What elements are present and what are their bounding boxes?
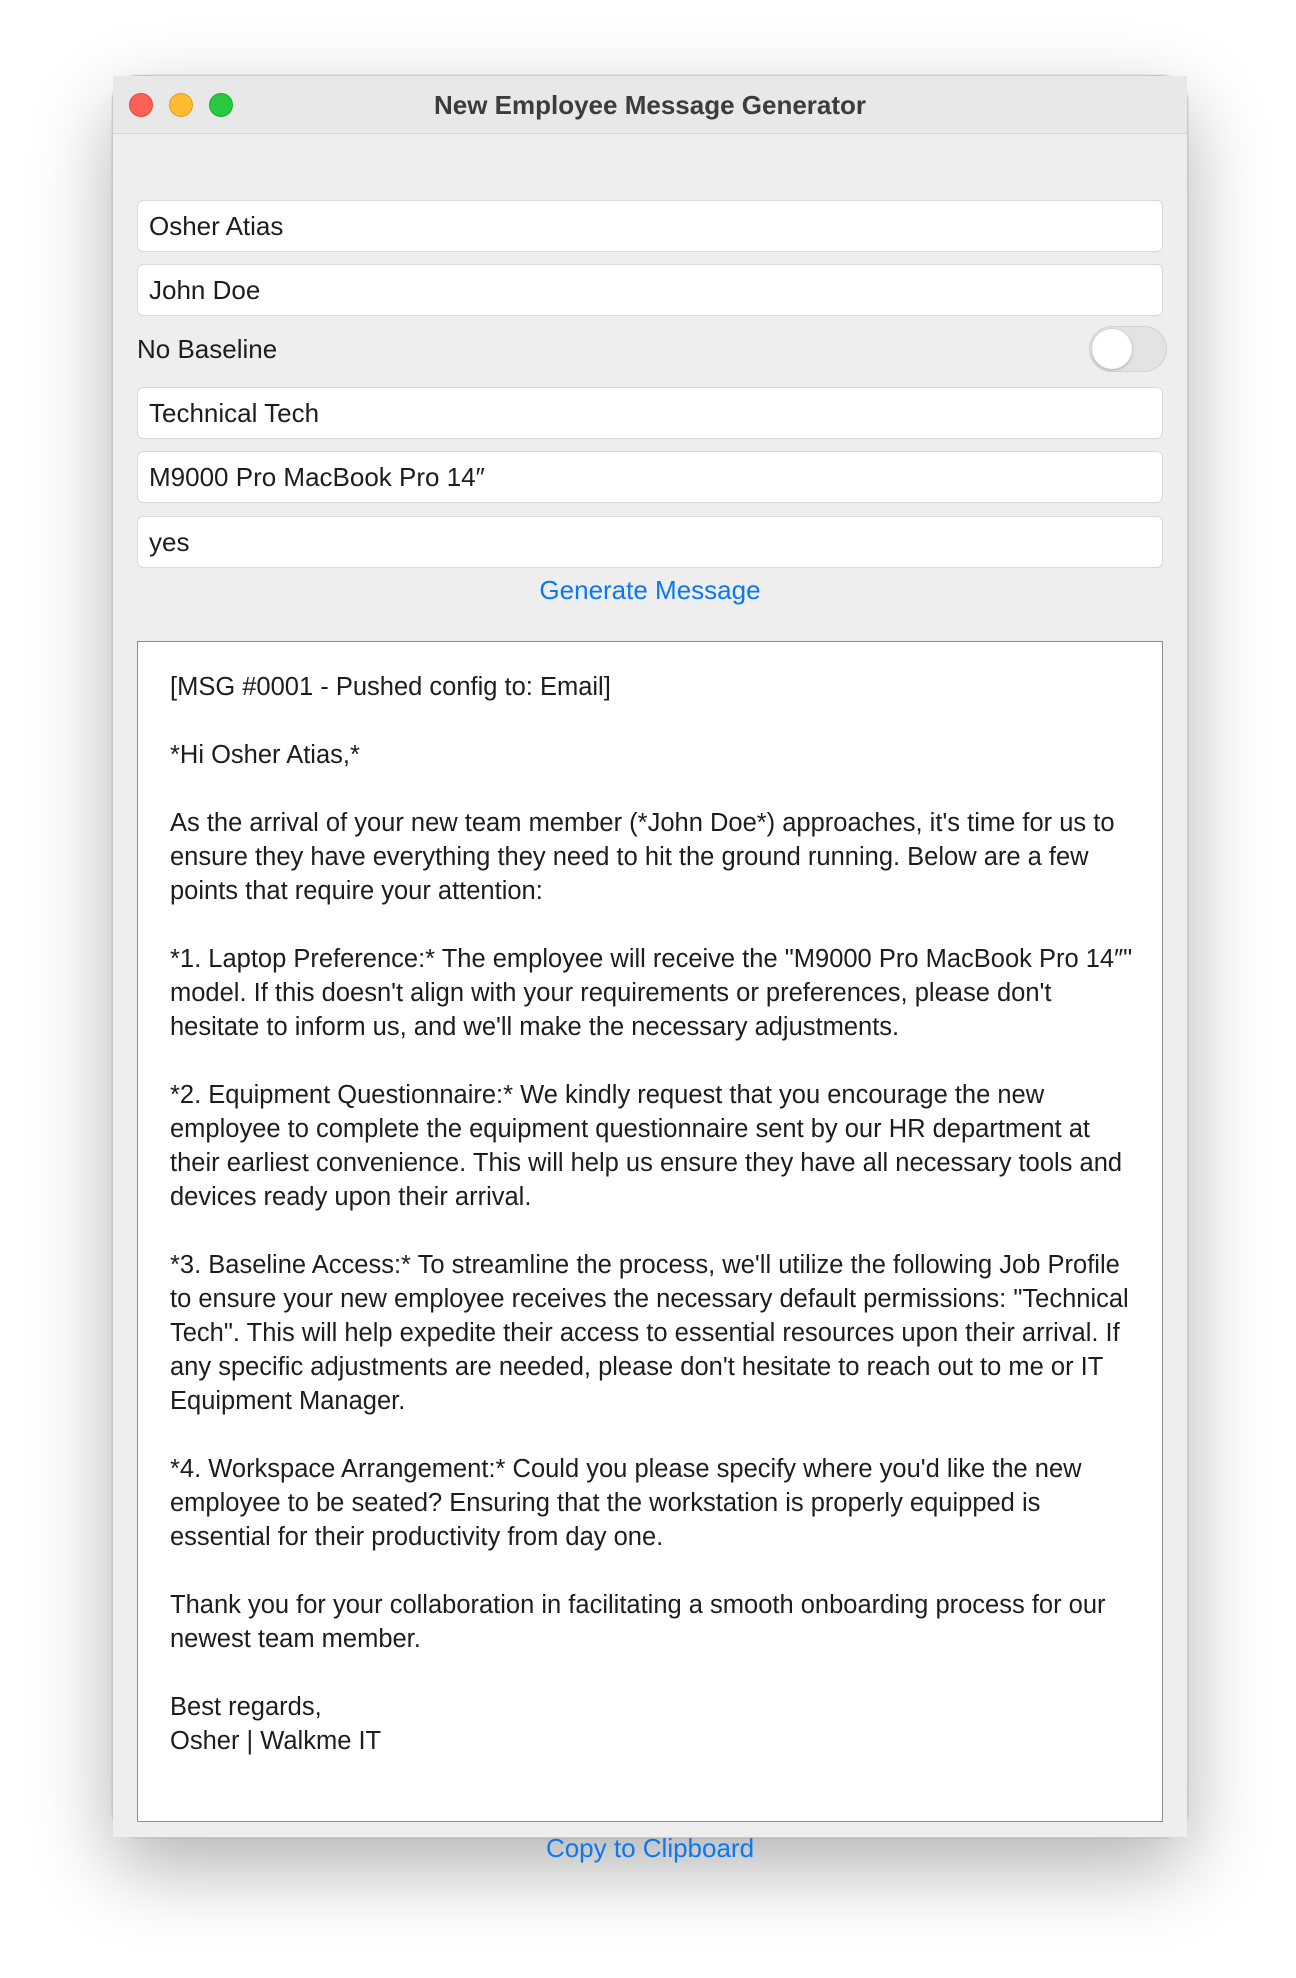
baseline-toggle-row [137, 324, 1167, 376]
message-text[interactable]: [MSG #0001 - Pushed config to: Email] *Hi Osher Atias,* As the arrival of your new team member (*John Doe*) approaches, it's time for us to ensure they have everything they need to hit the ground running. Below are a few points that require your attention: *1. Laptop Preference:* The employee will receive the "M9000 Pro MacBook Pro 14″" model. If this doesn't align with your requirements or preferences, please don't hesitate to inform us, and we'll make the necessary adjustments. *2. Equipment Questionnaire:* We kindly request that you encourage the new employee to complete the equipment questionnaire sent by our HR department at their earliest convenience. This will help us ensure they have all necessary tools and devices ready upon their arrival. *3. Baseline Access:* To streamline the process, we'll utilize the following Job Profile to ensure your new employee receives the necessary default permissions: "Technical Tech". This will help expedite their access to essential resources upon their arrival. If any specific adjustments are needed, please don't hesitate to reach out to me or IT Equipment Manager. *4. Workspace Arrangement:* Could you please specify where you'd like the new employee to be seated? Ensuring that the workstation is properly equipped is essential for their productivity from day one. Thank you for your collaboration in facilitating a smooth onboarding process for our newest team member. Best regards, Osher | Walkme IT [170, 673, 1133, 1755]
toggle-knob [1092, 329, 1132, 369]
copy-to-clipboard-button[interactable]: Copy to Clipboard [113, 1832, 1187, 1865]
questionnaire-input[interactable] [137, 516, 1163, 568]
employee-name-input[interactable] [137, 264, 1163, 316]
baseline-toggle-switch[interactable] [1089, 326, 1167, 372]
generate-message-button[interactable]: Generate Message [113, 574, 1187, 607]
manager-name-input[interactable] [137, 200, 1163, 252]
window-title: New Employee Message Generator [433, 90, 867, 120]
form-content [113, 134, 1187, 1863]
message-output-box[interactable] [137, 641, 1163, 1822]
app-window [112, 75, 1188, 1863]
title-bar[interactable] [113, 76, 1187, 134]
baseline-toggle-label: No Baseline [137, 334, 278, 364]
laptop-model-input[interactable] [137, 451, 1163, 503]
job-profile-input[interactable] [137, 387, 1163, 439]
